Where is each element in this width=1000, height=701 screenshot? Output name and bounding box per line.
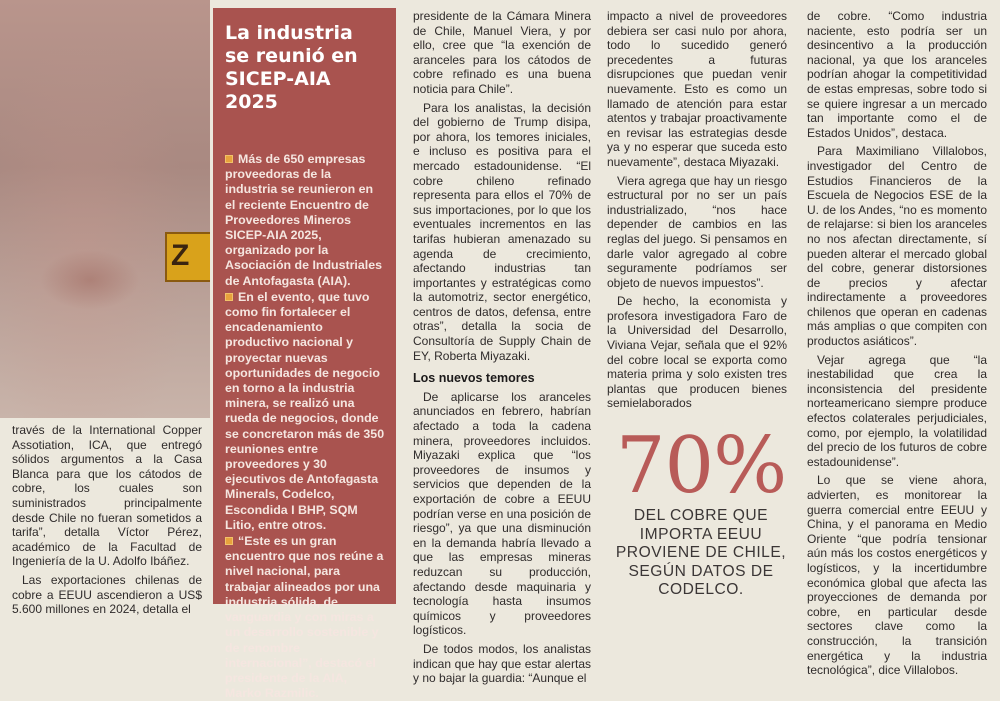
paragraph: presidente de la Cámara Minera de Chile, Manuel Viera, y por ello, cree que “la exención de aranceles para los cátodos de cobre refinado es una buena noticia para Chile”. [413,9,591,96]
square-bullet-icon [225,155,233,163]
paragraph: impacto a nivel de proveedores debiera ser casi nulo por ahora, todo lo sucedido generó precedentes a futuras disrupciones que puedan venir nuevamente. Esto es como un llamado de atención para estar atentos y trabajar proactivamente en revisar las estrategias desde ya y no esperar que suceda esto nuevamente”, destaca Miyazaki. [607,9,787,169]
paragraph: Viera agrega que hay un riesgo estructural por no ser un país industrializado, “nos hace depender de cambios en las reglas del juego. Si pensamos en darle valor agregado al cobre seguramente podríamos ser objeto de nuevos impuestos”. [607,173,787,290]
paragraph: De todos modos, los analistas indican que hay que estar alertas y no bajar la guardia: “Aunque el [413,641,591,686]
section-heading: Los nuevos temores [413,371,535,386]
sidebar-item: En el evento, que tuvo como fin fortalecer el encadenamiento productivo nacional y proyectar nuevas oportunidades de negocio en torno a la industria minera, se realizó una rueda de negocios, donde se concretaron más de 350 reuniones entre proveedores y 30 ejecutivos de Antofagasta Minerals, Codelco, Escondida I BHP, SQM Litio, entre otros. [225,289,385,532]
photo-stain [40,250,140,310]
paragraph: De aplicarse los aranceles anunciados en febrero, habrían afectado a toda la cadena minera, proveedores incluidos. Miyazaki explica que “los proveedores de insumos y servicios que dependen de la exportación de cobre a EEUU podrían verse en una posición de riesgo”, ya que una disminución en la demanda habría llevado a que las empresas mineras reduzcan su producción, afectando desde maquinaria y tecnología hasta insumos químicos y proveedores logísticos. [413,389,591,638]
paragraph: Vejar agrega que “la inestabilidad que crea la inconsistencia del presidente norteamericano siempre produce efectos colaterales perjudiciales, como, por ejemplo, la volatilidad del precio de los futuros de cobre estadounidense”. [807,352,987,469]
pull-quote-caption: DEL COBRE QUE IMPORTA EEUU PROVIENE DE CHILE, SEGÚN DATOS DE CODELCO. [615,507,787,599]
article-column-4 [607,9,787,415]
square-bullet-icon [225,293,233,301]
sidebar-item: “Este es un gran encuentro que nos reúne a nivel nacional, para trabajar alineados por una industria sólida, de vanguardia y con miras a un desarrollo sostenible y de renombre internacional”, destacó el presidente de la AIA, Marko Razmilic. [225,534,384,701]
square-bullet-icon [225,537,233,545]
sidebar-box [213,8,396,701]
paragraph: Lo que se viene ahora, advierten, es monitorear la guerra comercial entre EEUU y China, y el panorama en Medio Oriente “que podría tensionar aún más los costos energéticos y logísticos, y la incertidumbre económica global que afecta las proyecciones de demanda por cobre, en particular desde sectores clave como la construcción, la transición energética y la industria tecnológica”, dice Villalobos. [807,473,987,678]
paragraph: de cobre. “Como industria naciente, esto podría ser un desincentivo a la producción nacional, ya que los aranceles podrían ahogar la competitividad de estas empresas, sobre todo si se quiere ingresar a un mercado tan importante como el de Estados Unidos”, destaca. [807,9,987,140]
article-column-1 [12,423,202,621]
paragraph: De hecho, la economista y profesora investigadora Faro de la Universidad del Desarrollo, Viviana Vejar, señala que el 92% del cobre local se exporta como materia prima y solo existen tres plantas que producen bienes semielaborados [607,294,787,411]
paragraph: través de la International Copper Assotiation, ICA, que entregó sólidos argumentos a la Casa Blanca para que los cátodos de cobre, los cuales son suministrados principalmente desde Chile no fueran sometidos a tarifa”, detalla Víctor Pérez, académico de la Facultad de Ingeniería de la U. Adolfo Ibáñez. [12,423,202,569]
article-column-5 [807,9,987,682]
paragraph: Para Maximiliano Villalobos, investigador del Centro de Estudios Financieros de la Escuela de Negocios ESE de la U. de los Andes, “no es momento de relajarse: si bien los aranceles no nos afectan directamente, sí pueden alterar el mercado global del cobre, generar distorsiones de precios y afectar indirectamente a proveedores chilenos que operan en cadenas más amplias o que compiten con productos asiáticos”. [807,144,987,349]
article-column-3 [413,9,591,690]
pull-quote-figure: 70% [615,421,787,511]
sidebar-item: Más de 650 empresas proveedoras de la industria se reunieron en el reciente Encuentro de Proveedores Mineros SICEP-AIA 2025, organizado por la Asociación de Industriales de Antofagasta (AIA). [225,152,382,288]
paragraph: Las exportaciones chilenas de cobre a EEUU ascendieron a US$ 5.600 millones en 2024, detalla el [12,572,202,617]
sidebar-title: La industria se reunió en SICEP-AIA 2025 [225,22,358,113]
photo-sign: Z [165,232,210,282]
paragraph: Para los analistas, la decisión del gobierno de Trump disipa, por ahora, los temores iniciales, e incluso es positiva para el mercado estadounidense. “El cobre chileno refinado representa para ellos el 70% de sus importaciones, por lo que los eventuales incrementos en las tarifas hubieran amenazado su agenda de crecimiento, afectando industrias tan importantes y estratégicas como la automotriz, sector energético, centros de datos, defensa, entre otras”, detalla la socia de Consultoría de Supply Chain de EY, Roberta Miyazaki. [413,100,591,363]
mining-photo [0,0,210,418]
pull-quote [614,421,788,600]
